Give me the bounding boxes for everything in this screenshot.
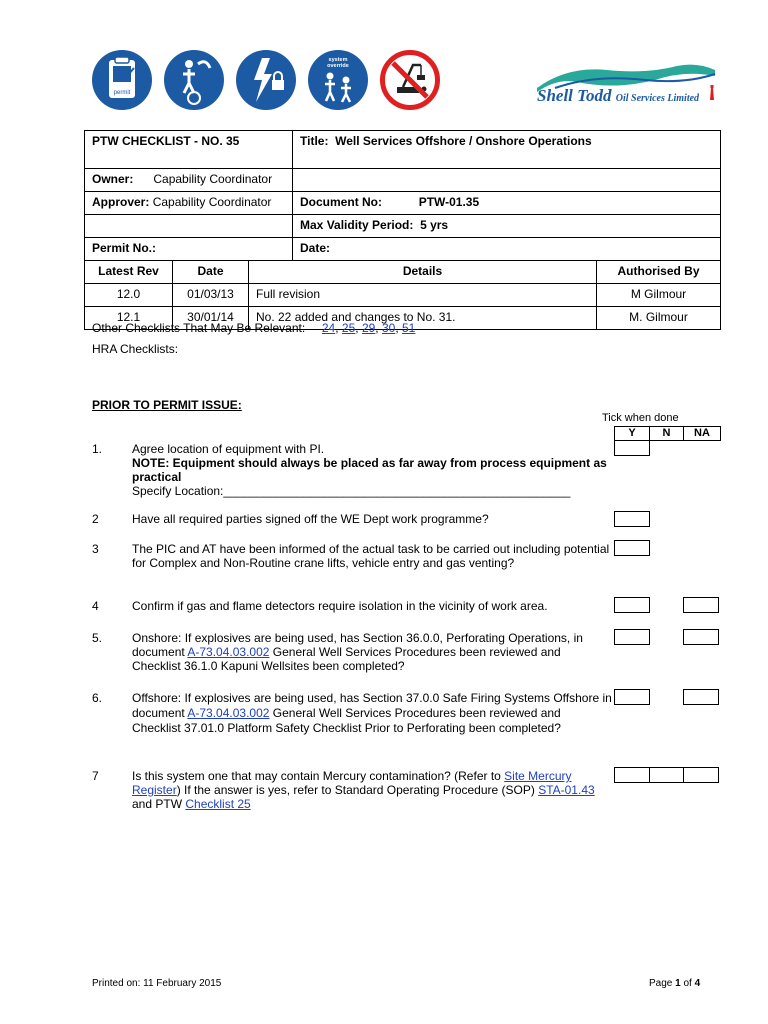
tick-box-y[interactable] bbox=[614, 511, 650, 527]
rev-cell: 12.1 bbox=[85, 307, 173, 330]
item-number: 2 bbox=[92, 512, 99, 526]
details-header: Details bbox=[249, 261, 597, 284]
rev-details-cell: Full revision bbox=[249, 284, 597, 307]
tick-box-na[interactable] bbox=[683, 629, 719, 645]
title-spacer bbox=[293, 169, 721, 192]
page-number: Page 1 of 4 bbox=[649, 978, 701, 989]
item-number: 7 bbox=[92, 769, 99, 783]
owner-cell: Owner: Capability Coordinator bbox=[85, 169, 293, 192]
item-text: Agree location of equipment with PI. bbox=[132, 442, 325, 456]
checklist-link-29[interactable]: 29 bbox=[361, 321, 376, 335]
lighthouse-icon bbox=[707, 84, 717, 100]
approver-cell: Approver: Capability Coordinator bbox=[85, 192, 293, 215]
item-number: 3 bbox=[92, 542, 99, 556]
permit-sign-icon bbox=[92, 50, 152, 110]
authorised-header: Authorised By bbox=[597, 261, 721, 284]
date-header: Date bbox=[173, 261, 249, 284]
tick-box-y[interactable] bbox=[614, 540, 650, 556]
empty-cell bbox=[85, 215, 293, 238]
procedure-link[interactable]: A-73.04.03.002 bbox=[187, 706, 270, 720]
list-item: Is this system one that may contain Mercury contamination? (Refer to Site Mercury Register) If the answer is yes, refer to Standard Operating Procedure (SOP) STA-01.43 and PTW Checklist 25 bbox=[132, 769, 595, 811]
tick-when-done-label: Tick when done bbox=[602, 412, 679, 424]
permit-number-label: Permit No.: bbox=[85, 238, 293, 261]
item-number: 1. bbox=[92, 442, 103, 456]
table-row bbox=[85, 284, 721, 307]
checklist-title: Title: Well Services Offshore / Onshore Operations bbox=[293, 131, 721, 169]
rev-date-cell: 30/01/14 bbox=[173, 307, 249, 330]
rev-details-cell: No. 22 added and changes to No. 31. bbox=[249, 307, 597, 330]
tick-column-n: N bbox=[649, 426, 684, 441]
document-number-cell: Document No: PTW-01.35 bbox=[293, 192, 721, 215]
svg-text:override: override bbox=[327, 63, 349, 69]
system-override-sign-icon bbox=[308, 50, 368, 110]
rev-date-cell: 01/03/13 bbox=[173, 284, 249, 307]
tick-box-y[interactable] bbox=[614, 440, 650, 456]
rev-author-cell: M Gilmour bbox=[597, 284, 721, 307]
logo-text: Shell Todd Oil Services Limited bbox=[537, 86, 700, 105]
list-item: Confirm if gas and flame detectors require isolation in the vicinity of work area. bbox=[132, 599, 548, 613]
sop-link[interactable]: STA-01.43 bbox=[538, 783, 595, 797]
rev-cell: 12.0 bbox=[85, 284, 173, 307]
printed-on: Printed on: 11 February 2015 bbox=[92, 978, 222, 989]
tick-box-y[interactable] bbox=[614, 597, 650, 613]
svg-text:system: system bbox=[328, 57, 348, 63]
procedure-link[interactable]: A-73.04.03.002 bbox=[187, 645, 270, 659]
other-checklists-label: Other Checklists That May Be Relevant: bbox=[92, 321, 306, 335]
electrical-lockout-sign-icon bbox=[236, 50, 296, 110]
list-item: Onshore: If explosives are being used, has Section 36.0.0, Perforating Operations, in document A-73.04.03.002 General Well Services Procedures been reviewed and Checklist 36.1.0 Kapuni Wellsites been completed? bbox=[132, 631, 583, 673]
list-item bbox=[132, 442, 612, 498]
isolation-sign-icon bbox=[164, 50, 224, 110]
tick-box-na[interactable] bbox=[683, 767, 719, 783]
list-item: Have all required parties signed off the WE Dept work programme? bbox=[132, 512, 489, 526]
section-title: PRIOR TO PERMIT ISSUE: bbox=[92, 398, 242, 412]
tick-box-y[interactable] bbox=[614, 629, 650, 645]
item-number: 4 bbox=[92, 599, 99, 613]
no-crane-lift-sign-icon bbox=[380, 50, 440, 110]
item-number: 6. bbox=[92, 691, 103, 705]
company-logo bbox=[535, 62, 720, 122]
checklist-25-link[interactable]: Checklist 25 bbox=[185, 797, 251, 811]
mercury-register-link[interactable]: Site Mercury Register bbox=[132, 769, 572, 797]
checklist-number: PTW CHECKLIST - NO. 35 bbox=[85, 131, 293, 169]
tick-column-y: Y bbox=[614, 426, 650, 441]
rev-author-cell: M. Gilmour bbox=[597, 307, 721, 330]
checklist-header-table bbox=[84, 130, 721, 330]
rev-header: Latest Rev bbox=[85, 261, 173, 284]
hra-checklists-label: HRA Checklists: bbox=[92, 342, 179, 356]
tick-box-n[interactable] bbox=[649, 767, 685, 783]
list-item: Offshore: If explosives are being used, has Section 37.0.0 Safe Firing Systems Offshore in document A-73.04.03.002 General Well Services Procedures been reviewed and Checklist 37.01.0 Platform Safety Checklist Prior to Perforating been completed? bbox=[132, 691, 612, 735]
validity-cell: Max Validity Period: 5 yrs bbox=[293, 215, 721, 238]
tick-box-y[interactable] bbox=[614, 767, 650, 783]
checklist-link-24[interactable]: 24 bbox=[321, 321, 336, 335]
tick-column-na: NA bbox=[683, 426, 721, 441]
list-item: The PIC and AT have been informed of the actual task to be carried out including potential for Complex and Non-Routine crane lifts, vehicle entry and gas venting? bbox=[132, 542, 610, 570]
tick-box-na[interactable] bbox=[683, 689, 719, 705]
checklist-link-51[interactable]: 51 bbox=[402, 321, 416, 335]
tick-box-na[interactable] bbox=[683, 597, 719, 613]
checklist-link-30[interactable]: 30 bbox=[381, 321, 396, 335]
specify-location-field[interactable]: Specify Location:____________________________________________________ bbox=[132, 484, 571, 498]
checklist-link-25[interactable]: 25 bbox=[341, 321, 356, 335]
other-checklists-line: Other Checklists That May Be Relevant: 24, 25, 29, 30, 51 bbox=[92, 321, 416, 335]
item-note: NOTE: Equipment should always be placed as far away from process equipment as practical bbox=[132, 456, 607, 484]
item-number: 5. bbox=[92, 631, 103, 645]
tick-box-y[interactable] bbox=[614, 689, 650, 705]
svg-text:permit: permit bbox=[113, 90, 131, 96]
date-label: Date: bbox=[293, 238, 721, 261]
